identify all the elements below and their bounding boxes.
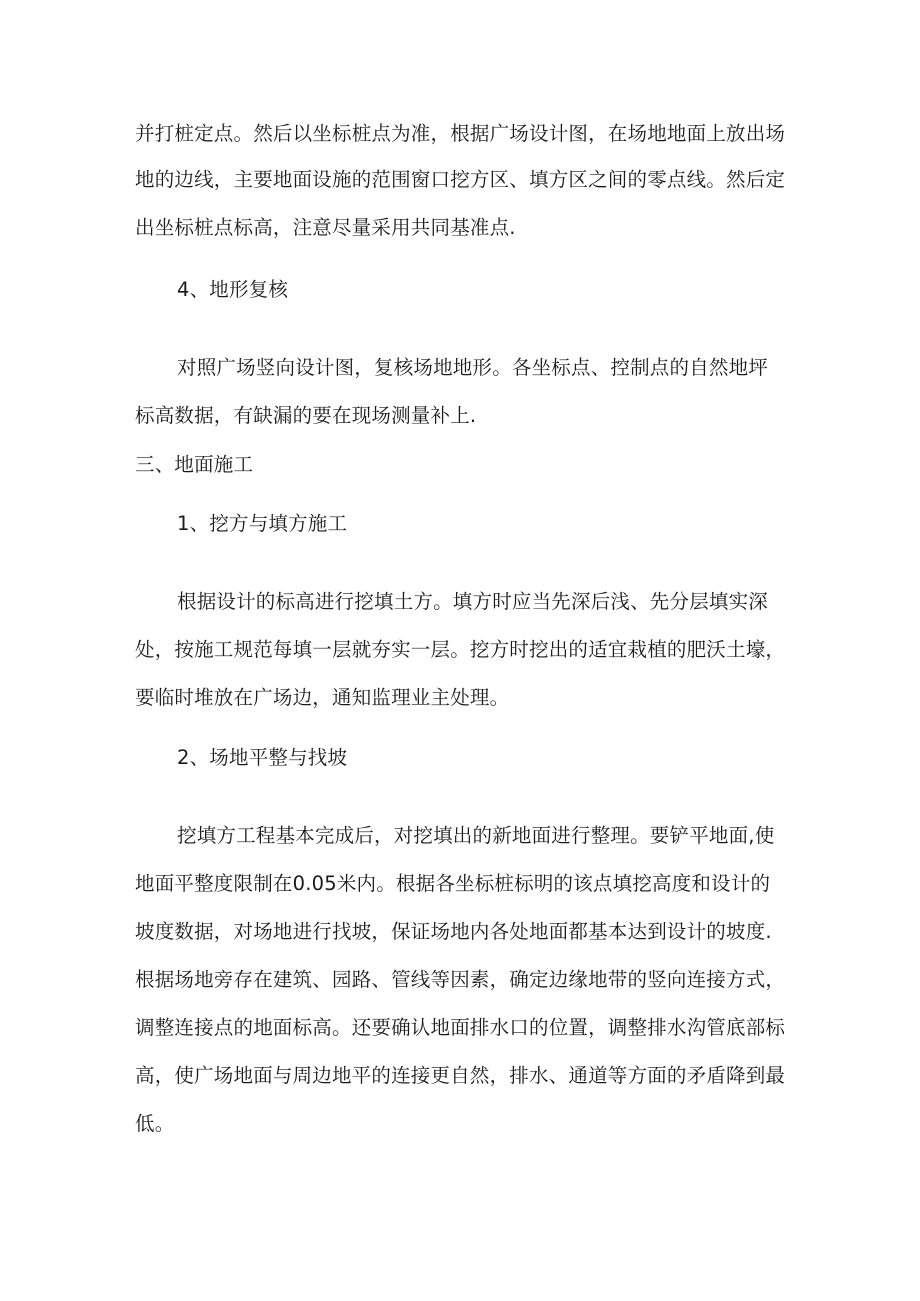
paragraph-line: 调整连接点的地面标高。还要确认地面排水口的位置，调整排水沟管底部标 [135,1016,786,1039]
subheading-site-leveling: 2、场地平整与找坡 [177,746,348,769]
paragraph-line: 要临时堆放在广场边，通知监理业主处理。 [135,686,510,709]
paragraph-line: 地面平整度限制在0.05米内。根据各坐标桩标明的该点填挖高度和设计的 [135,872,771,895]
subheading-terrain-check: 4、地形复核 [177,278,289,301]
paragraph-line: 坡度数据，对场地进行找坡，保证场地内各处地面都基本达到设计的坡度. [135,920,772,943]
subheading-earthwork: 1、挖方与填方施工 [177,512,348,535]
paragraph-line: 标高数据，有缺漏的要在现场测量补上. [135,404,477,427]
paragraph-line: 根据设计的标高进行挖填土方。填方时应当先深后浅、先分层填实深 [177,590,769,613]
paragraph-line: 高，使广场地面与周边地平的连接更自然，排水、通道等方面的矛盾降到最 [135,1064,786,1087]
paragraph-line: 挖填方工程基本完成后，对挖填出的新地面进行整理。要铲平地面,使 [177,824,775,847]
paragraph-line: 根据场地旁存在建筑、园路、管线等因素，确定边缘地带的竖向连接方式， [135,968,786,991]
section-heading-ground-construction: 三、地面施工 [135,453,254,476]
paragraph-line: 对照广场竖向设计图，复核场地地形。各坐标点、控制点的自然地坪 [177,356,769,379]
paragraph-line: 出坐标桩点标高，注意尽量采用共同基准点. [135,216,516,239]
paragraph-line: 处，按施工规范每填一层就夯实一层。挖方时挖出的适宜栽植的肥沃土壕， [135,638,786,661]
paragraph-line: 地的边线，主要地面设施的范围窗口挖方区、填方区之间的零点线。然后定 [135,168,786,191]
paragraph-line: 并打桩定点。然后以坐标桩点为准，根据广场设计图，在场地地面上放出场 [135,122,786,145]
paragraph-line: 低。 [135,1112,175,1135]
